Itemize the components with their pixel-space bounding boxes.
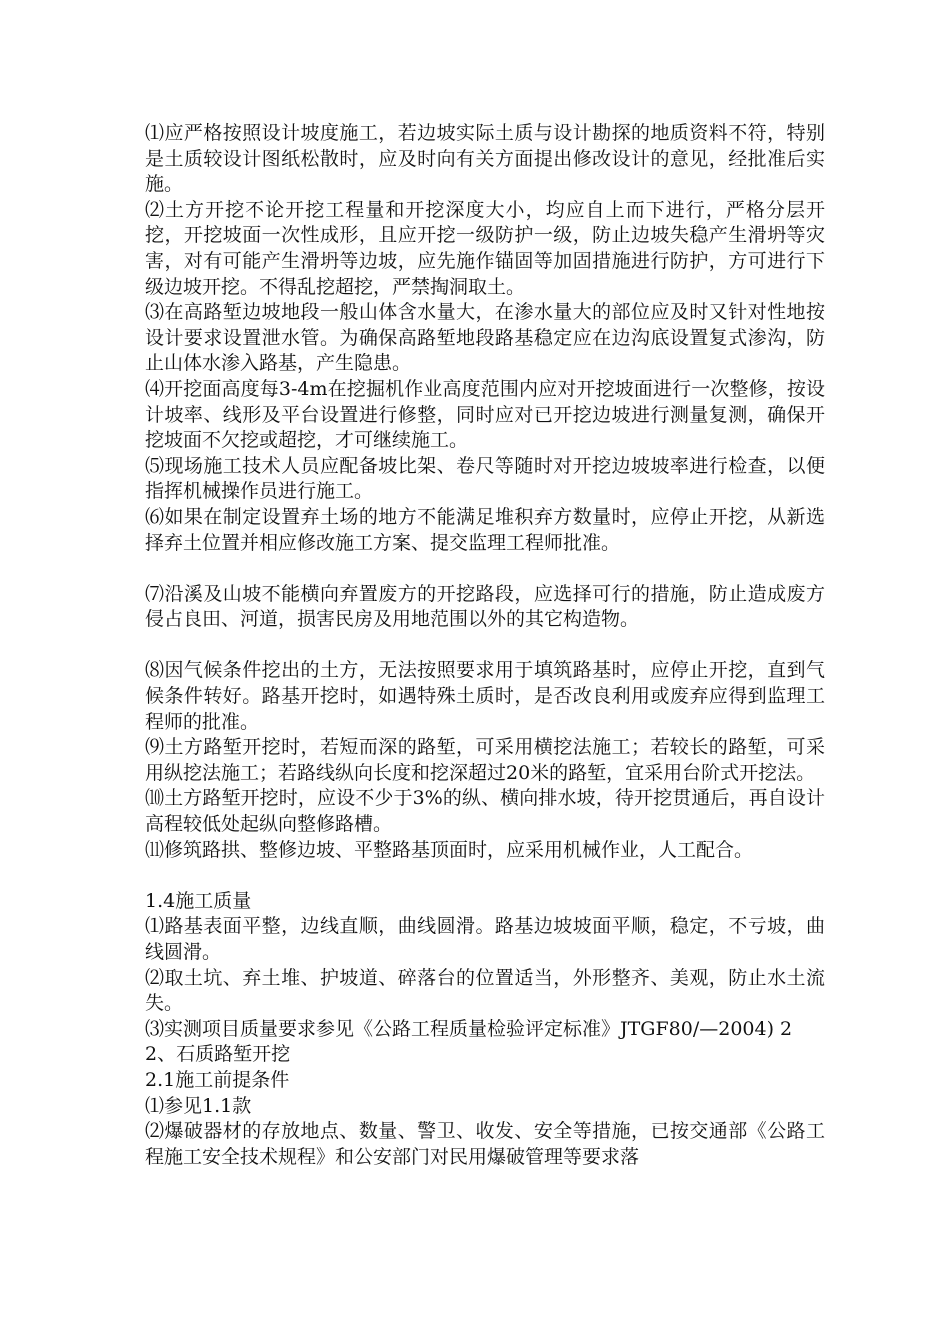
section-heading-1-4: 1.4施工质量	[145, 889, 252, 912]
paragraph-1: ⑴应严格按照设计坡度施工，若边坡实际土质与设计勘探的地质资料不符，特别是土质较设计图纸松散时，应及时向有关方面提出修改设计的意见，经批准后实施。	[145, 122, 825, 196]
paragraph-11: ⑾修筑路拱、整修边坡、平整路基顶面时，应采用机械作业，人工配合。	[145, 838, 754, 861]
paragraph-5: ⑸现场施工技术人员应配备坡比架、卷尺等随时对开挖边坡坡率进行检查，以便指挥机械操作员进行施工。	[145, 454, 825, 503]
blank-line	[145, 633, 825, 659]
section-heading-2-1: 2.1施工前提条件	[145, 1068, 290, 1091]
section-heading-2: 2、石质路堑开挖	[145, 1043, 291, 1066]
paragraph-9: ⑼土方路堑开挖时，若短而深的路堑，可采用横挖法施工；若较长的路堑，可采用纵挖法施工；若路线纵向长度和挖深超过20米的路堑，宜采用台阶式开挖法。	[145, 736, 825, 784]
paragraph-7: ⑺沿溪及山坡不能横向弃置废方的开挖路段，应选择可行的措施，防止造成废方侵占良田、河道，损害民房及用地范围以外的其它构造物。	[145, 582, 825, 631]
paragraph-4: ⑷开挖面高度每3-4m在挖掘机作业高度范围内应对开挖坡面进行一次整修，按设计坡率、线形及平台设置进行修整，同时应对已开挖边坡进行测量复测，确保开挖坡面不欠挖或超挖，才可继续施工。	[145, 377, 825, 452]
blank-line	[145, 556, 825, 582]
precondition-item-1: ⑴参见1.1款	[145, 1094, 252, 1117]
blank-line	[145, 863, 825, 889]
quality-item-2: ⑵取土坑、弃土堆、护坡道、碎落台的位置适当，外形整齐、美观，防止水土流失。	[145, 966, 825, 1015]
precondition-item-2: ⑵爆破器材的存放地点、数量、警卫、收发、安全等措施，已按交通部《公路工程施工安全技术规程》和公安部门对民用爆破管理等要求落	[145, 1120, 825, 1168]
paragraph-10: ⑽土方路堑开挖时，应设不少于3%的纵、横向排水坡，待开挖贯通后，再自设计高程较低处起纵向整修路槽。	[145, 787, 825, 836]
paragraph-8: ⑻因气候条件挖出的土方，无法按照要求用于填筑路基时，应停止开挖，直到气候条件转好。路基开挖时，如遇特殊土质时，是否改良利用或废弃应得到监理工程师的批准。	[145, 659, 825, 733]
paragraph-3: ⑶在高路堑边坡地段一般山体含水量大，在渗水量大的部位应及时又针对性地按设计要求设置泄水管。为确保高路堑地段路基稳定应在边沟底设置复式渗沟，防止山体水渗入路基，产生隐患。	[145, 301, 825, 375]
paragraph-6: ⑹如果在制定设置弃土场的地方不能满足堆积弃方数量时，应停止开挖，从新选择弃土位置并相应修改施工方案、提交监理工程师批准。	[145, 505, 825, 554]
paragraph-2: ⑵土方开挖不论开挖工程量和开挖深度大小，均应自上而下进行，严格分层开挖，开挖坡面一次性成形，且应开挖一级防护一级，防止边坡失稳产生滑坍等灾害，对有可能产生滑坍等边坡，应先施作锚固等加固措施进行防护，方可进行下级边坡开挖。不得乱挖超挖，严禁掏洞取土。	[145, 198, 825, 298]
document-page	[145, 121, 825, 1170]
quality-item-3: ⑶实测项目质量要求参见《公路工程质量检验评定标准》JTGF80/—2004) 2	[145, 1017, 793, 1040]
quality-item-1: ⑴路基表面平整，边线直顺，曲线圆滑。路基边坡坡面平顺，稳定，不亏坡，曲线圆滑。	[145, 915, 825, 963]
